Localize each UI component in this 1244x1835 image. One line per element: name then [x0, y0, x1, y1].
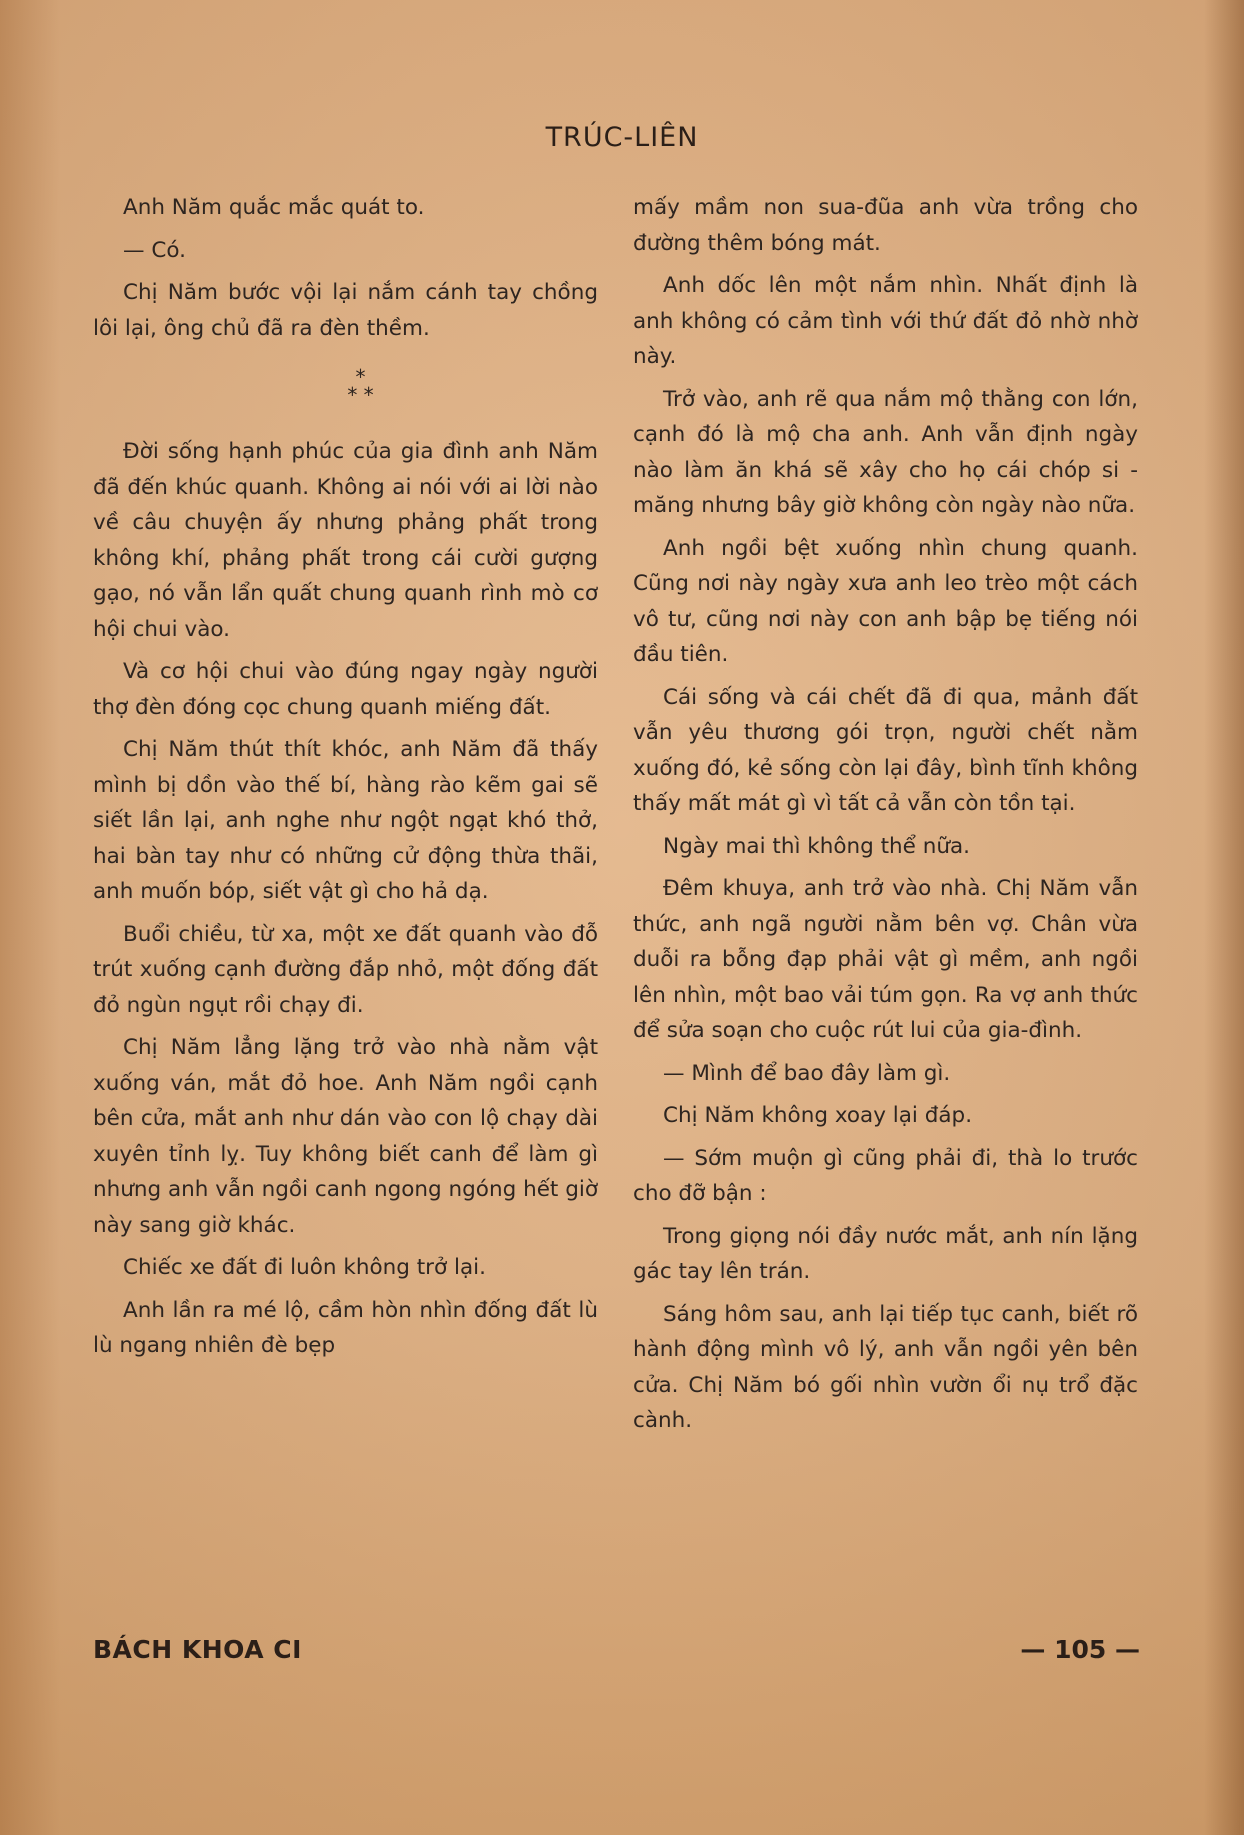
paragraph: Đời sống hạnh phúc của gia đình anh Năm đã đến khúc quanh. Không ai nói với ai lời nào về câu chuyện ấy nhưng phảng phất trong không khí, phảng phất trong cái cười gượng gạo, nó vẫn lẩn quất chung quanh rình mò cơ hội chui vào.: [93, 439, 598, 642]
paragraph: Anh ngồi bệt xuống nhìn chung quanh. Cũng nơi này ngày xưa anh leo trèo một cách vô tư, cũng nơi này con anh bập bẹ tiếng nói đầu tiên.: [633, 535, 1138, 667]
paragraph: Buổi chiều, từ xa, một xe đất quanh vào đỗ trút xuống cạnh đường đắp nhỏ, một đống đất đỏ ngùn ngụt rồi chạy đi.: [93, 921, 598, 1018]
right-column: [633, 190, 1138, 1446]
paragraph: Trong giọng nói đầy nước mắt, anh nín lặng gác tay lên trán.: [633, 1223, 1138, 1284]
separator-star-bottom: * *: [347, 383, 374, 407]
page-number: — 105 —: [1020, 1635, 1140, 1664]
section-separator: [93, 365, 598, 407]
paragraph: Chị Năm lẳng lặng trở vào nhà nằm vật xuống ván, mắt đỏ hoe. Anh Năm ngồi cạnh bên cửa, mắt anh như dán vào con lộ chạy dài xuyên tỉnh lỵ. Tuy không biết canh để làm gì nhưng anh vẫn ngồi canh ngong ngóng hết giờ này sang giờ khác.: [93, 1035, 598, 1238]
paragraph: — Mình để bao đây làm gì.: [663, 1060, 951, 1086]
paragraph: Anh lần ra mé lộ, cầm hòn nhìn đống đất lù lù ngang nhiên đè bẹp: [93, 1297, 598, 1358]
paragraph-continuation: mấy mầm non sua-đũa anh vừa trồng cho đường thêm bóng mát.: [633, 195, 1138, 256]
separator-star-top: *: [355, 365, 366, 389]
paragraph: Chiếc xe đất đi luôn không trở lại.: [123, 1255, 486, 1280]
paper-edge-stain-right: [1204, 0, 1244, 1835]
paper-edge-stain-left: [0, 0, 60, 1835]
footer-publication: BÁCH KHOA CI: [93, 1635, 302, 1664]
paragraph: Chị Năm không xoay lại đáp.: [663, 1103, 973, 1128]
paragraph: Và cơ hội chui vào đúng ngay ngày người thợ đèn đóng cọc chung quanh miếng đất.: [93, 659, 598, 720]
paragraph: Chị Năm bước vội lại nắm cánh tay chồng lôi lại, ông chủ đã ra đèn thềm.: [93, 280, 598, 341]
paragraph: Cái sống và cái chết đã đi qua, mảnh đất vẫn yêu thương gói trọn, người chết nằm xuống đó, kẻ sống còn lại đây, bình tĩnh không thấy mất mát gì vì tất cả vẫn còn tồn tại.: [633, 684, 1138, 816]
paragraph: — Có.: [123, 237, 186, 263]
paragraph: Ngày mai thì không thể nữa.: [663, 833, 970, 859]
paragraph: — Sớm muộn gì cũng phải đi, thà lo trước cho đỡ bận :: [633, 1145, 1138, 1206]
paragraph: Anh Năm quắc mắc quát to.: [123, 195, 425, 220]
running-header: TRÚC-LIÊN: [545, 122, 699, 153]
paragraph: Chị Năm thút thít khóc, anh Năm đã thấy mình bị dồn vào thế bí, hàng rào kẽm gai sẽ siết lần lại, anh nghe như ngột ngạt khó thở, hai bàn tay như có những cử động thừa thãi, anh muốn bóp, siết vật gì cho hả dạ.: [93, 737, 598, 904]
paragraph: Trở vào, anh rẽ qua nắm mộ thằng con lớn, cạnh đó là mộ cha anh. Anh vẫn định ngày nào làm ăn khá sẽ xây cho họ cái chóp si - măng nhưng bây giờ không còn ngày nào nữa.: [633, 386, 1138, 518]
paragraph: Anh dốc lên một nắm nhìn. Nhất định là anh không có cảm tình với thứ đất đỏ nhờ nhờ này.: [633, 273, 1138, 369]
left-column: [93, 190, 598, 1371]
paragraph: Sáng hôm sau, anh lại tiếp tục canh, biết rõ hành động mình vô lý, anh vẫn ngồi yên bên cửa. Chị Năm bó gối nhìn vườn ổi nụ trổ đặc cành.: [633, 1301, 1138, 1433]
paragraph: Đêm khuya, anh trở vào nhà. Chị Năm vẫn thức, anh ngã người nằm bên vợ. Chân vừa duỗi ra bỗng đạp phải vật gì mềm, anh ngồi lên nhìn, một bao vải túm gọn. Ra vợ anh thức để sửa soạn cho cuộc rút lui của gia-đình.: [633, 876, 1138, 1043]
